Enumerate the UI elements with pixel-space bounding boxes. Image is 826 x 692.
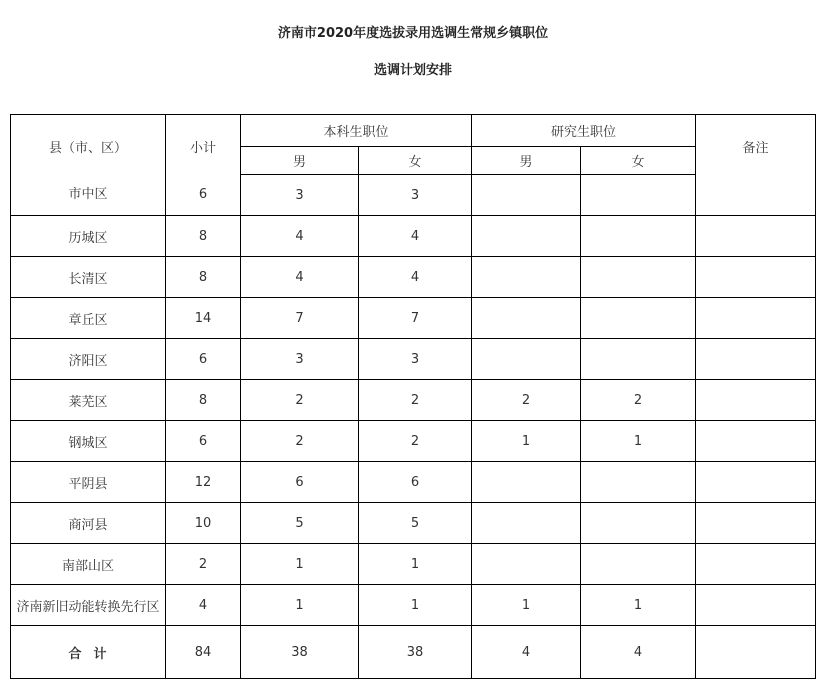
graduate-male-cell [472, 503, 581, 544]
subtotal-cell: 8 [166, 380, 241, 421]
county-cell: 市中区 [68, 187, 108, 202]
undergrad-male-cell: 3 [241, 175, 359, 216]
subtotal-cell: 6 [166, 421, 241, 462]
graduate-female-cell [581, 544, 696, 585]
subtotal-cell: 8 [166, 216, 241, 257]
undergrad-female-cell: 2 [359, 380, 472, 421]
page-title: 济南市2020年度选拔录用选调生常规乡镇职位 [277, 26, 549, 41]
undergrad-female-cell: 4 [359, 257, 472, 298]
graduate-male-cell [472, 339, 581, 380]
remarks-cell [696, 421, 816, 462]
table-row [11, 585, 816, 626]
graduate-male-cell [472, 216, 581, 257]
undergrad-male-cell: 6 [241, 462, 359, 503]
county-header [11, 115, 166, 216]
subtotal-cell: 2 [166, 544, 241, 585]
graduate-male-cell [472, 298, 581, 339]
undergrad-header: 本科生职位 [241, 115, 472, 147]
remarks-cell [696, 216, 816, 257]
subtotal-cell: 12 [166, 462, 241, 503]
undergrad-male-cell: 4 [241, 257, 359, 298]
subtotal-header [166, 115, 241, 216]
graduate-male-header: 男 [472, 147, 581, 175]
table-row [11, 380, 816, 421]
total-label: 合 计 [11, 626, 166, 679]
undergrad-female-cell: 3 [359, 175, 472, 216]
subtotal-cell: 6 [198, 187, 208, 202]
graduate-female-cell: 1 [581, 421, 696, 462]
county-cell: 历城区 [11, 216, 166, 257]
total-undergrad-female: 38 [359, 626, 472, 679]
subtotal-cell: 14 [166, 298, 241, 339]
table-row [11, 298, 816, 339]
county-cell: 济阳区 [11, 339, 166, 380]
graduate-male-cell [472, 175, 581, 216]
graduate-male-cell: 1 [472, 585, 581, 626]
remarks-cell [696, 257, 816, 298]
graduate-female-header: 女 [581, 147, 696, 175]
remarks-header [696, 115, 816, 216]
total-graduate-male: 4 [472, 626, 581, 679]
graduate-female-cell [581, 298, 696, 339]
table-row [11, 544, 816, 585]
county-cell: 钢城区 [11, 421, 166, 462]
graduate-female-cell: 2 [581, 380, 696, 421]
header-row-primary [11, 115, 816, 147]
graduate-male-cell [472, 257, 581, 298]
total-remarks [696, 626, 816, 679]
county-cell: 莱芜区 [11, 380, 166, 421]
county-cell: 长清区 [11, 257, 166, 298]
undergrad-male-cell: 1 [241, 544, 359, 585]
graduate-male-cell [472, 462, 581, 503]
selection-plan-table [10, 114, 816, 679]
undergrad-male-cell: 7 [241, 298, 359, 339]
subtotal-cell: 4 [166, 585, 241, 626]
table-row [11, 462, 816, 503]
county-cell: 商河县 [11, 503, 166, 544]
remarks-cell [696, 544, 816, 585]
page-subtitle: 选调计划安排 [373, 63, 452, 78]
table-row [11, 257, 816, 298]
total-undergrad-male: 38 [241, 626, 359, 679]
remarks-cell [696, 298, 816, 339]
graduate-header: 研究生职位 [472, 115, 696, 147]
graduate-male-cell: 1 [472, 421, 581, 462]
county-header-label: 县（市、区） [48, 141, 127, 156]
remarks-cell [696, 462, 816, 503]
subtotal-header-label: 小计 [189, 141, 216, 156]
remarks-cell [696, 585, 816, 626]
remarks-cell [696, 503, 816, 544]
undergrad-female-cell: 3 [359, 339, 472, 380]
remarks-header-label: 备注 [742, 141, 769, 156]
undergrad-male-cell: 3 [241, 339, 359, 380]
undergrad-female-cell: 5 [359, 503, 472, 544]
undergrad-female-cell: 7 [359, 298, 472, 339]
graduate-female-cell [581, 216, 696, 257]
total-subtotal: 84 [166, 626, 241, 679]
table-row [11, 216, 816, 257]
undergrad-male-cell: 1 [241, 585, 359, 626]
table-row [11, 339, 816, 380]
graduate-female-cell: 1 [581, 585, 696, 626]
undergrad-female-header: 女 [359, 147, 472, 175]
table-row [11, 421, 816, 462]
graduate-female-cell [581, 175, 696, 216]
undergrad-female-cell: 6 [359, 462, 472, 503]
county-cell: 章丘区 [11, 298, 166, 339]
undergrad-female-cell: 4 [359, 216, 472, 257]
total-row [11, 626, 816, 679]
county-cell: 南部山区 [11, 544, 166, 585]
undergrad-male-header: 男 [241, 147, 359, 175]
graduate-female-cell [581, 503, 696, 544]
undergrad-female-cell: 1 [359, 544, 472, 585]
table-row [11, 503, 816, 544]
remarks-cell [696, 380, 816, 421]
county-cell: 济南新旧动能转换先行区 [11, 585, 166, 626]
undergrad-male-cell: 4 [241, 216, 359, 257]
undergrad-male-cell: 2 [241, 380, 359, 421]
graduate-male-cell [472, 544, 581, 585]
undergrad-male-cell: 5 [241, 503, 359, 544]
total-graduate-female: 4 [581, 626, 696, 679]
undergrad-female-cell: 2 [359, 421, 472, 462]
graduate-female-cell [581, 257, 696, 298]
county-cell: 平阴县 [11, 462, 166, 503]
subtotal-cell: 10 [166, 503, 241, 544]
graduate-female-cell [581, 339, 696, 380]
undergrad-male-cell: 2 [241, 421, 359, 462]
subtotal-cell: 6 [166, 339, 241, 380]
undergrad-female-cell: 1 [359, 585, 472, 626]
remarks-cell [696, 339, 816, 380]
subtotal-cell: 8 [166, 257, 241, 298]
graduate-female-cell [581, 462, 696, 503]
graduate-male-cell: 2 [472, 380, 581, 421]
